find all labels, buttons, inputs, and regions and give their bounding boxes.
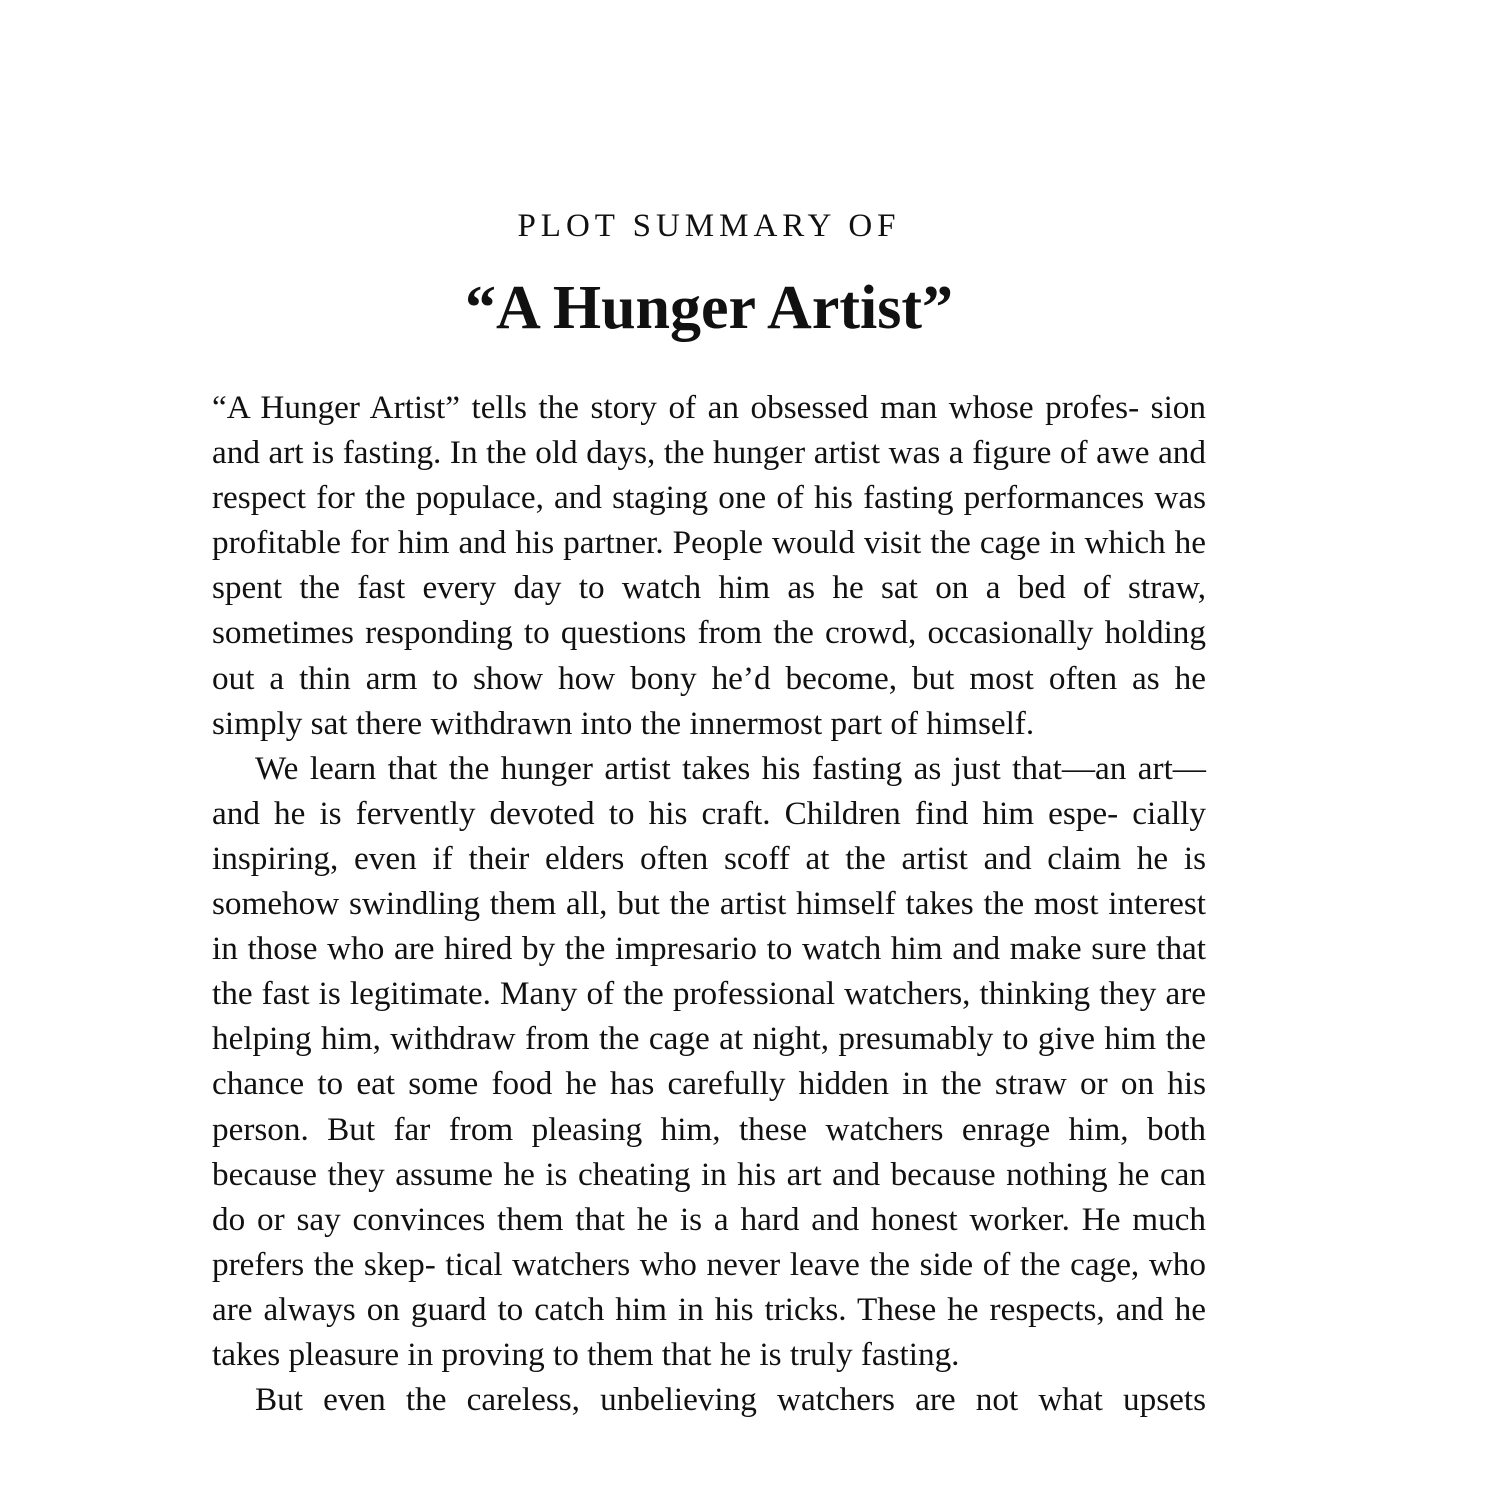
page-title: “A Hunger Artist” — [465, 274, 953, 342]
section-kicker: PLOT SUMMARY OF — [517, 208, 901, 244]
paragraph-2: We learn that the hunger artist takes his fasting as just that—an art—and he is fervently devoted to his craft. Children find him espe- cially inspiring, even if their elders often scoff at the artist and claim he is somehow swindling them all, but the artist himself takes the most interest in those who are hired by the impresario to watch him and make sure that the fast is legitimate. Many of the professional watchers, thinking they are helping him, withdraw from the cage at night, presumably to give him the chance to eat some food he has carefully hidden in the straw or on his person. But far from pleasing him, these watchers enrage him, both because they assume he is cheating in his art and because nothing he can do or say convinces them that he is a hard and honest worker. He much prefers the skep- tical watchers who never leave the side of the cage, who are always on guard to catch him in his tricks. These he respects, and he takes pleasure in proving to them that he is truly fasting. — [212, 749, 1206, 1373]
body-text — [212, 385, 1206, 1422]
paragraph-3: But even the careless, unbelieving watchers are not what upsets — [255, 1381, 1206, 1419]
paragraph-1: “A Hunger Artist” tells the story of an obsessed man whose profes- sion and art is fasting. In the old days, the hunger artist was a figure of awe and respect for the populace, and staging one of his fasting performances was profitable for him and his partner. People would visit the cage in which he spent the fast every day to watch him as he sat on a bed of straw, sometimes responding to questions from the crowd, occasionally holding out a thin arm to show how bony he’d become, but most often as he simply sat there withdrawn into the innermost part of himself. — [212, 389, 1206, 742]
